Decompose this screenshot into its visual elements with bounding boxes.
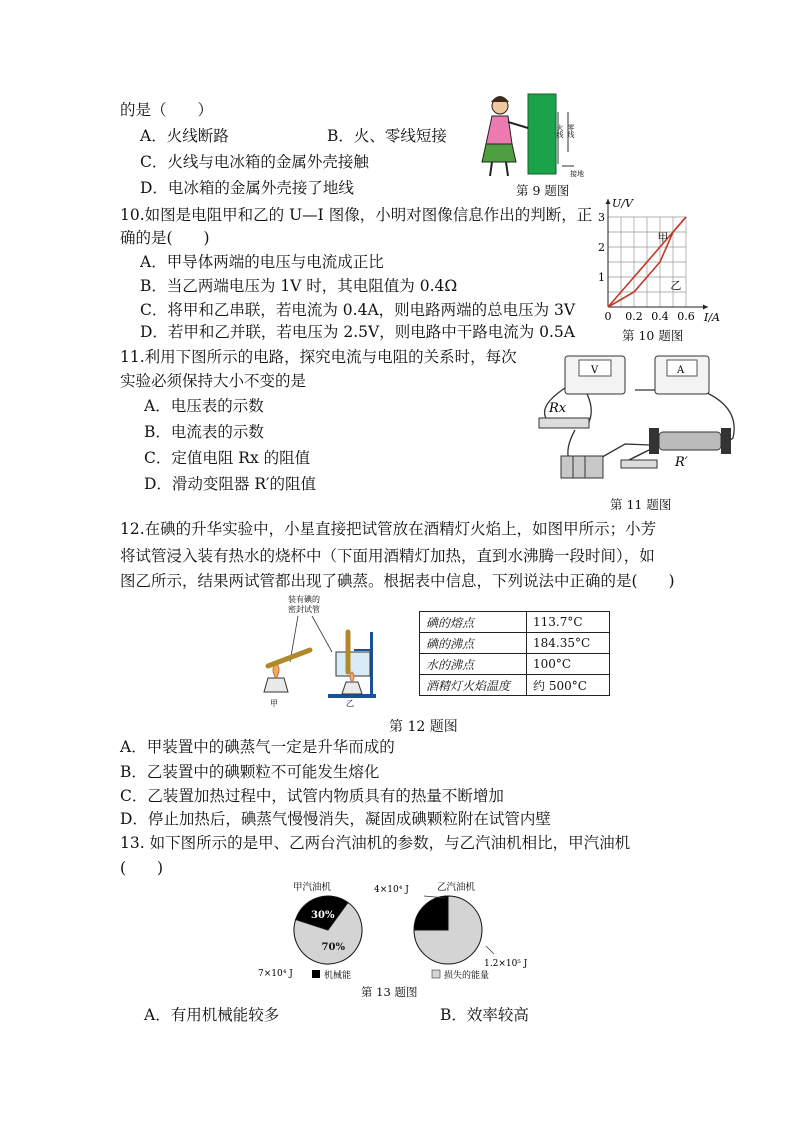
q9-figure [478,92,598,182]
q10-stem-line1: 10.如图是电阻甲和乙的 U—I 图像，小明对图像信息作出的判断，正 [120,206,593,224]
q10-option-a: A．甲导体两端的电压与电流成正比 [140,253,384,271]
battery [561,456,603,478]
q10-option-b: B．当乙两端电压为 1V 时，其电阻值为 0.4Ω [140,277,458,295]
q11-option-c: C．定值电阻 Rx 的阻值 [144,449,311,467]
table-cell-value: 约 500°C [527,675,610,696]
stand-base [328,694,376,698]
q13-option-a: A．有用机械能较多 [144,1006,280,1024]
rheostat [659,432,721,450]
q9-tail: 的是（ ） [120,101,214,119]
pie-yi [414,896,482,964]
girl-leg-right [506,162,508,176]
table-cell-value: 100°C [527,654,610,675]
y-tick-label: 3 [598,211,605,224]
pie-yi-title: 乙汽油机 [436,882,476,893]
switch-lever [629,450,649,460]
q12-option-c: C．乙装置加热过程中，试管内物质具有的热量不断增加 [120,787,504,805]
q9-caption: 第 9 题图 [516,183,570,198]
x-tick-label: 0.4 [651,310,669,323]
q12-option-d: D．停止加热后，碘蒸气慢慢消失，凝固成碘颗粒附在试管内壁 [120,810,551,828]
girl-leg-left [490,162,492,176]
q12-option-b: B．乙装置中的碘颗粒不可能发生熔化 [120,763,380,781]
q12-stem-line3: 图乙所示，结果两试管都出现了碘蒸。根据表中信息，下列说法中正确的是( ) [120,572,675,590]
q12-apparatus-figure [250,592,400,712]
q10-option-d: D．若甲和乙并联，若电压为 2.5V，则电路中干路电流为 0.5A [140,323,575,341]
q12-caption: 第 12 题图 [389,719,458,735]
table-cell-value: 113.7°C [527,612,610,633]
y-axis-label: U/V [612,197,633,210]
q10-stem-line2: 确的是( ) [120,229,210,247]
legend-swatch-loss [432,970,440,978]
q11-option-d: D．滑动变阻器 R′的阻值 [144,475,317,493]
rprime-label: R′ [675,455,688,470]
q12-stem-line2: 将试管浸入装有热水的烧杯中（下面用酒精灯加热，直到水沸腾一段时间），如 [120,547,655,565]
q13-caption: 第 13 题图 [361,985,418,999]
q12-stem-line1: 12.在碘的升华实验中，小星直接把试管放在酒精灯火焰上，如图甲所示；小芳 [120,520,657,538]
legend-loss: 损失的能量 [444,971,490,981]
label-live: 火线 [556,124,564,138]
pointer-line [312,616,332,652]
x-tick-label: 0 [604,310,612,323]
fridge-shape [528,94,556,174]
q9-option-c: C．火线与电冰箱的金属外壳接触 [140,153,369,171]
table-row [420,675,610,696]
series-label-yi: 乙 [670,279,682,292]
switch [621,460,657,468]
chart-ticks [598,197,720,324]
flame-yi [350,672,354,682]
y-tick-label: 2 [598,241,605,254]
q11-option-b: B．电流表的示数 [144,423,264,441]
q10-ui-chart [592,192,732,328]
x-axis-arrow [703,305,708,310]
label-neutral: 零线 [567,124,575,138]
q13-stem-line1: 13. 如下图所示的是甲、乙两台汽油机的参数，与乙汽油机相比，甲汽油机 [120,834,631,852]
x-tick-label: 0.6 [677,310,695,323]
girl-shirt [486,116,512,144]
alcohol-lamp-yi [342,682,362,694]
q9-option-d: D．电冰箱的金属外壳接了地线 [140,179,354,197]
q9-option-a: A．火线断路 [140,127,229,145]
q9-option-b: B．火、零线短接 [327,127,447,145]
leader-line [486,946,494,954]
table-row [420,654,610,675]
q11-option-a: A．电压表的示数 [144,397,264,415]
label-jia: 甲 [270,699,278,708]
q10-caption: 第 10 题图 [622,328,684,343]
legend-swatch-mech [312,970,320,978]
y-tick-label: 1 [598,271,605,284]
table-cell-value: 184.35°C [527,633,610,654]
test-tube-jia [268,650,310,666]
table-cell-key: 碘的沸点 [420,633,527,654]
pie-yi-annotation-loss: 1.2×10⁵ J [484,959,528,969]
q10-option-c: C．将甲和乙串联，若电流为 0.4A，则电路两端的总电压为 3V [140,301,576,319]
rx-resistor [539,418,589,428]
y-axis-arrow [606,199,611,204]
label-ground: 接地 [570,170,584,178]
rheostat-end [721,428,731,454]
q12-property-table [419,611,610,696]
pie-yi-annotation-mech: 4×10⁴ J [374,885,409,895]
pie-slice-label: 30% [311,909,335,921]
series-label-jia: 甲 [657,231,669,244]
table-cell-key: 水的沸点 [420,654,527,675]
wire [585,390,591,422]
q11-circuit-figure [525,348,747,488]
pie-slice [414,896,448,930]
label-tube-2: 密封试管 [288,605,320,614]
table-cell-key: 碘的熔点 [420,612,527,633]
x-axis-label: I/A [704,311,720,324]
q11-stem-line2: 实验必须保持大小不变的是 [120,372,307,390]
pie-jia [294,896,362,964]
pie-slice-label: 70% [321,942,345,954]
girl-hair [491,96,509,102]
q13-option-b: B．效率较高 [440,1006,529,1024]
x-tick-label: 0.2 [625,310,643,323]
rheostat-end [649,428,659,454]
q11-caption: 第 11 题图 [610,497,672,512]
legend-mech: 机械能 [324,971,352,981]
voltmeter-label: V [591,365,599,376]
q13-stem-line2: ( ) [120,859,164,877]
label-yi: 乙 [346,699,354,708]
table-row [420,612,610,633]
label-tube-1: 装有碘的 [288,595,320,604]
pie-jia-title: 甲汽油机 [292,882,332,893]
table-cell-key: 酒精灯火焰温度 [420,675,527,696]
table-row [420,633,610,654]
girl-arm [508,122,528,128]
q12-option-a: A．甲装置中的碘蒸气一定是升华而成的 [120,738,395,756]
ammeter-label: A [677,365,685,376]
pie-jia-annotation: 7×10⁴ J [258,969,293,979]
girl-skirt [482,144,516,162]
q11-stem-line1: 11.利用下图所示的电路，探究电流与电阻的关系时，每次 [120,348,517,366]
alcohol-lamp-jia [264,678,288,692]
rx-label: Rx [549,401,567,416]
